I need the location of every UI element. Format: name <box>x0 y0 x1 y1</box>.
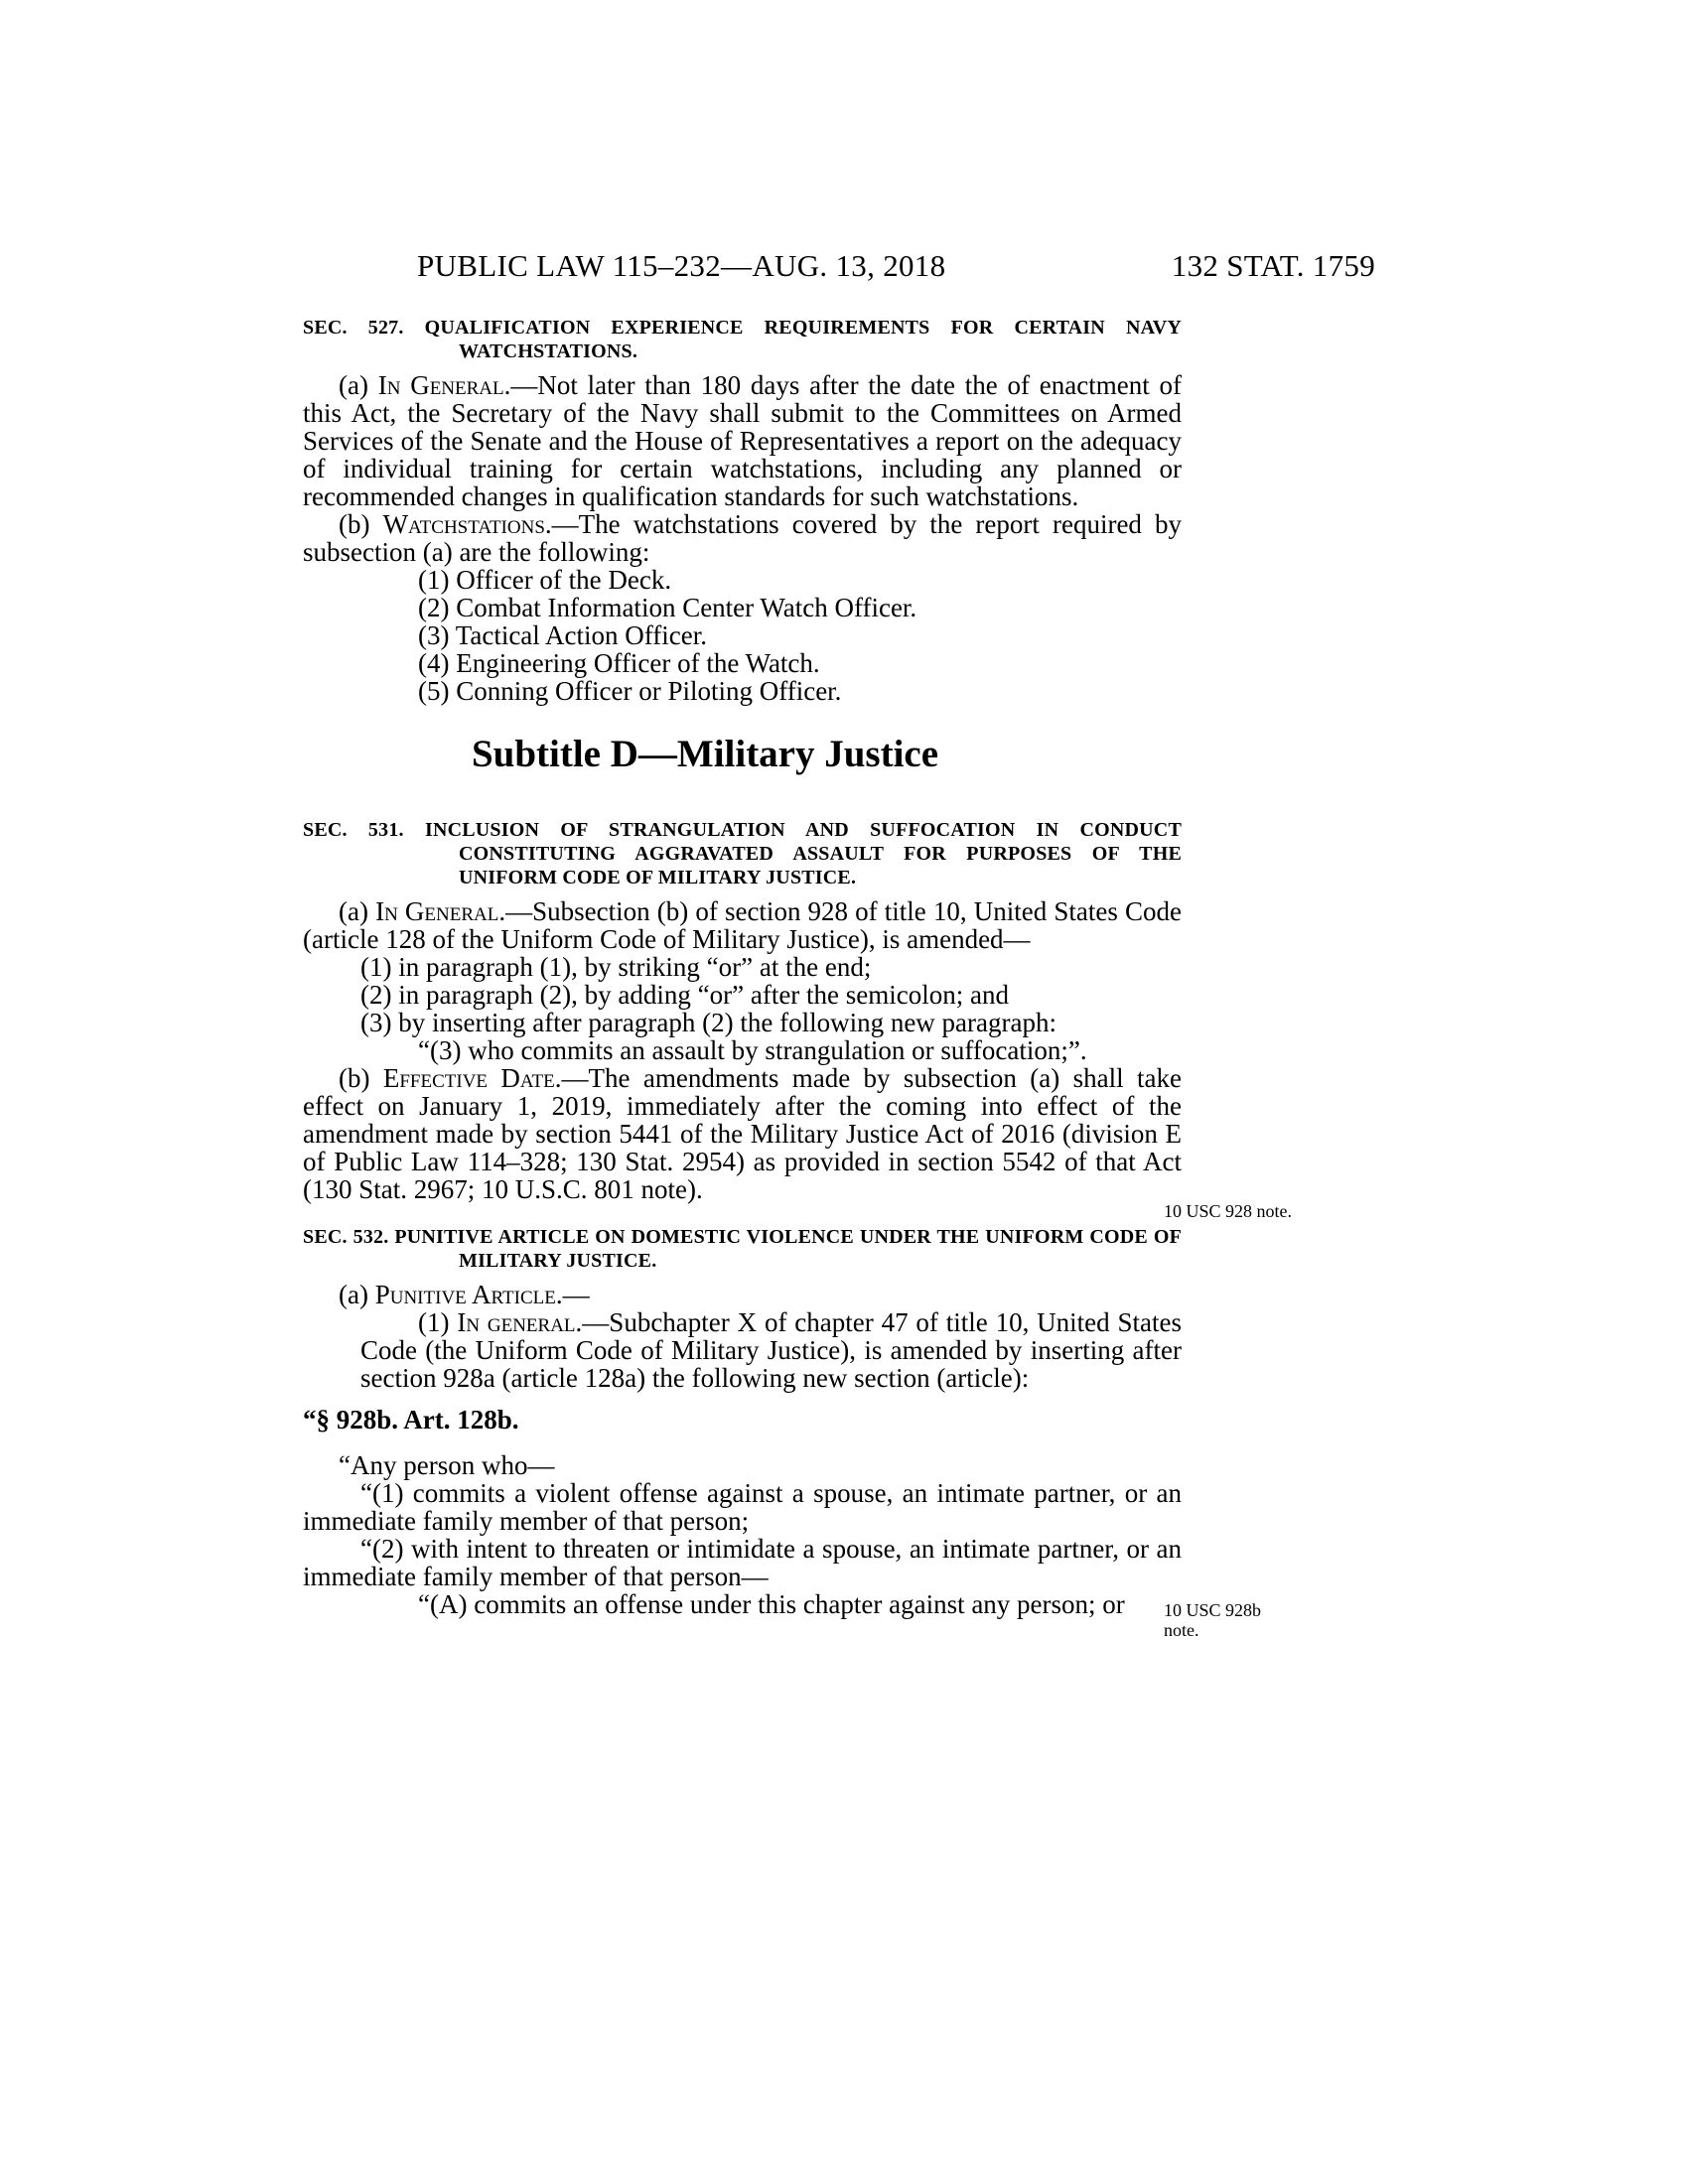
caption: Punitive Article <box>374 1280 556 1309</box>
sec-531-item-2: (2) in paragraph (2), by adding “or” after the semicolon; and <box>360 980 1009 1010</box>
text: .—Subchapter X of chapter 47 of title 10, United States Code (the Uniform Code of Military Justice), is amended by inserting after section 928a (article 128a) the following new section (article): <box>360 1307 1182 1393</box>
clause-2: “(2) with intent to threaten or intimidate a spouse, an intimate partner, or an immediate family member of that person— <box>303 1534 1182 1591</box>
caption: In General <box>375 896 499 926</box>
sec-527-heading: SEC. 527. QUALIFICATION EXPERIENCE REQUIREMENTS FOR CERTAIN NAVY WATCHSTATIONS. <box>303 317 1182 362</box>
watchstation-item: (4) Engineering Officer of the Watch. <box>418 648 820 678</box>
watchstation-item: (2) Combat Information Center Watch Officer. <box>418 593 917 622</box>
text: .— <box>555 1280 590 1309</box>
label: (a) <box>339 1280 375 1309</box>
sec-531-subsection-a <box>303 897 1182 953</box>
article-128b-heading: “§ 928b. Art. 128b. <box>303 1405 519 1434</box>
label: (a) <box>339 896 376 926</box>
header-public-law: PUBLIC LAW 115–232—AUG. 13, 2018 <box>417 248 946 283</box>
text: .—The watchstations covered by the report required by subsection (a) are the following: <box>303 509 1183 567</box>
label: (b) <box>339 1063 383 1093</box>
header-stat-page: 132 STAT. 1759 <box>1171 248 1375 283</box>
running-header <box>417 248 1375 288</box>
margin-note-928: 10 USC 928 note. <box>1164 1201 1293 1221</box>
text: .—The amendments made by subsection (a) shall take effect on January 1, 2019, immediately after the coming into effect of the amendment made by section 5441 of the Military Justice Act of 2016 (division E of Public Law 114–328; 130 Stat. 2954) as provided in section 5542 of that Act (130 Stat. 2967; 10 U.S.C. 801 note). <box>303 1063 1182 1204</box>
label: (1) <box>418 1307 458 1337</box>
caption: In General <box>377 370 504 400</box>
sec-532-subsection-a <box>303 1281 1182 1308</box>
watchstation-item: (3) Tactical Action Officer. <box>418 620 708 650</box>
label: (b) <box>339 509 383 539</box>
clause-2-a: “(A) commits an offense under this chapter against any person; or <box>418 1589 1125 1619</box>
watchstation-item: (5) Conning Officer or Piloting Officer. <box>418 676 842 706</box>
any-person-clause: “Any person who— <box>339 1450 555 1480</box>
clause-1: “(1) commits a violent offense against a spouse, an intimate partner, or an immediate family member of that person; <box>303 1478 1182 1536</box>
caption: Effective Date <box>382 1063 555 1093</box>
sec-531-item-3: (3) by inserting after paragraph (2) the following new paragraph: <box>360 1008 1056 1037</box>
text: .—Subsection (b) of section 928 of title 10, United States Code (article 128 of the Uniform Code of Military Justice), is amended— <box>303 896 1182 954</box>
sec-531-subsection-b <box>303 1064 1182 1203</box>
sec-532-heading: SEC. 532. PUNITIVE ARTICLE ON DOMESTIC VIOLENCE UNDER THE UNIFORM CODE OF MILITARY JUSTICE. <box>303 1226 1182 1272</box>
sec-531-item-1: (1) in paragraph (1), by striking “or” at the end; <box>360 952 872 982</box>
label: (a) <box>339 370 378 400</box>
sec-527-subsection-b <box>303 510 1182 566</box>
caption: Watchstations <box>382 509 545 539</box>
sec-531-quoted-paragraph: “(3) who commits an assault by strangulation or suffocation;”. <box>418 1035 1087 1065</box>
text: .—Not later than 180 days after the date the of enactment of this Act, the Secretary of the Navy shall submit to the Committees on Armed Services of the Senate and the House of Representatives a report on the adequacy of individual training for certain watchstations, including any planned or recommended changes in qualification standards for such watchstations. <box>303 370 1182 511</box>
caption: In general <box>457 1307 576 1337</box>
sec-531-heading: SEC. 531. INCLUSION OF STRANGULATION AND SUFFOCATION IN CONDUCT CONSTITUTING AGGRAVATED ASSAULT FOR PURPOSES OF THE UNIFORM CODE OF MILITARY JUSTICE. <box>303 819 1182 888</box>
margin-note-928b: 10 USC 928b note. <box>1164 1600 1262 1640</box>
sec-527-subsection-a <box>303 371 1182 510</box>
watchstation-item: (1) Officer of the Deck. <box>418 565 672 595</box>
sec-532-paragraph-1 <box>303 1308 1182 1392</box>
document-body <box>303 316 1182 1618</box>
subtitle-heading: Subtitle D—Military Justice <box>471 733 939 775</box>
